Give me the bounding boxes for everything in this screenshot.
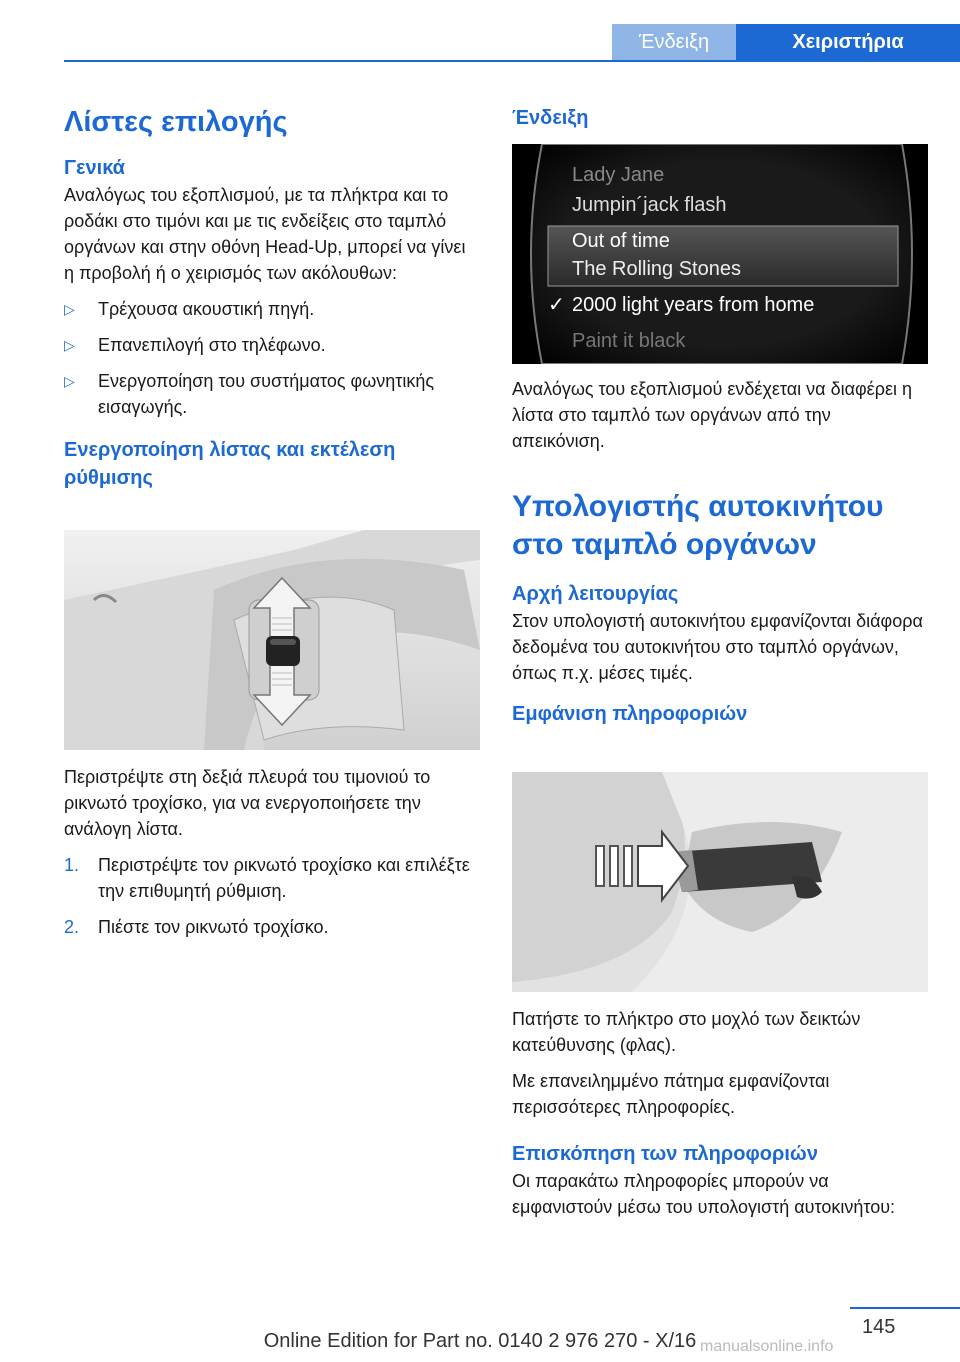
left-column-lower — [64, 764, 480, 950]
list-item-text: Επανεπιλογή στο τηλέφωνο. — [98, 335, 326, 355]
check-icon: ✓ — [548, 294, 565, 316]
cluster-screen-figure — [512, 144, 928, 364]
heading-show-info: Εμφάνιση πληροφοριών — [512, 703, 748, 725]
right-column-mid — [512, 376, 928, 728]
step-text: Πιέστε τον ρικνωτό τροχίσκο. — [98, 917, 329, 937]
heading-display: Ένδειξη — [512, 107, 589, 129]
list-item — [64, 296, 480, 322]
page-number: 145 — [862, 1316, 896, 1338]
heading-principle: Αρχή λειτουργίας — [512, 583, 679, 605]
step-text: Περιστρέψτε τον ρικνωτό τροχίσκο και επιλέξτε την επιθυμητή ρύθμιση. — [98, 855, 470, 901]
heading-activate-list: Ενεργοποίηση λίστας και εκτέλεση ρύθμισης — [64, 439, 396, 489]
lever-illustration — [512, 772, 928, 992]
list-item — [64, 852, 480, 904]
overview-text: Οι παρακάτω πληροφορίες μπορούν να εμφανιστούν μέσω του υπολογιστή αυτοκινήτου: — [512, 1171, 896, 1217]
list-item — [548, 288, 815, 324]
step-number: 2. — [64, 917, 80, 937]
steps-list — [64, 852, 480, 940]
tab-controls[interactable]: Χειριστήρια — [736, 24, 960, 62]
activate-text: Περιστρέψτε στη δεξιά πλευρά του τιμονιού το ρικνωτό τροχίσκο, για να ενεργοποιήσετε την ανάλογη λίστα. — [64, 767, 431, 839]
display-text: Αναλόγως του εξοπλισμού ενδέχεται να διαφέρει η λίστα στο ταμπλό των οργάνων από την απεικόνιση. — [512, 379, 912, 451]
heading-general: Γενικά — [64, 157, 125, 179]
section-title-onboard-computer: Υπολογιστής αυτοκινήτου στο ταμπλό οργάνων — [512, 490, 884, 561]
show-text-2: Με επανειλημμένο πάτημα εμφανίζονται περισσότερες πληροφορίες. — [512, 1071, 830, 1117]
section-title-selection-lists: Λίστες επιλογής — [64, 106, 288, 138]
triangle-icon: ▷ — [64, 337, 75, 353]
list-item-label: 2000 light years from home — [572, 294, 815, 316]
principle-text: Στον υπολογιστή αυτοκινήτου εμφανίζονται διάφορα δεδομένα του αυτοκινήτου στο ταμπλό οργάνων, όπως π.χ. μέσες τιμές. — [512, 611, 923, 683]
left-column — [64, 104, 480, 492]
edition-footer: Online Edition for Part no. 0140 2 976 270 - X/16 — [263, 1330, 697, 1352]
triangle-icon: ▷ — [64, 301, 75, 317]
list-item: Jumpin´jack flash — [572, 194, 727, 216]
show-text-1: Πατήστε το πλήκτρο στο μοχλό των δεικτών κατεύθυνσης (φλας). — [512, 1009, 861, 1055]
bullet-list — [64, 296, 480, 420]
triangle-icon: ▷ — [64, 373, 75, 389]
general-text: Αναλόγως του εξοπλισμού, με τα πλήκτρα και το ροδάκι στο τιμόνι και με τις ενδείξεις στο ταμπλό οργάνων και στην οθόνη Head-Up, μπορεί να γίνει η προβολή ή ο χειρισμός των ακόλουθων: — [64, 185, 466, 283]
watermark: manualsonline.info — [700, 1338, 834, 1355]
steering-wheel-figure — [64, 530, 480, 750]
list-item: The Rolling Stones — [572, 258, 741, 280]
right-column-top — [512, 104, 928, 132]
steering-wheel-illustration — [64, 530, 480, 750]
list-item — [64, 914, 480, 940]
list-item — [64, 368, 480, 420]
list-item: Lady Jane — [572, 164, 665, 186]
list-item: Paint it black — [572, 330, 686, 352]
step-number: 1. — [64, 855, 80, 875]
right-column-lower — [512, 1006, 928, 1230]
tab-indicator[interactable]: Ένδειξη — [612, 24, 736, 60]
list-item: Out of time — [572, 230, 670, 252]
list-item-text: Τρέχουσα ακουστική πηγή. — [98, 299, 315, 319]
header-rule — [64, 60, 960, 62]
list-item — [64, 332, 480, 358]
list-item-text: Ενεργοποίηση του συστήματος φωνητικής εισαγωγής. — [98, 371, 435, 417]
heading-overview: Επισκόπηση των πληροφοριών — [512, 1143, 818, 1165]
page-number-rule — [850, 1307, 960, 1309]
screen-list — [548, 158, 815, 358]
lever-figure — [512, 772, 928, 992]
